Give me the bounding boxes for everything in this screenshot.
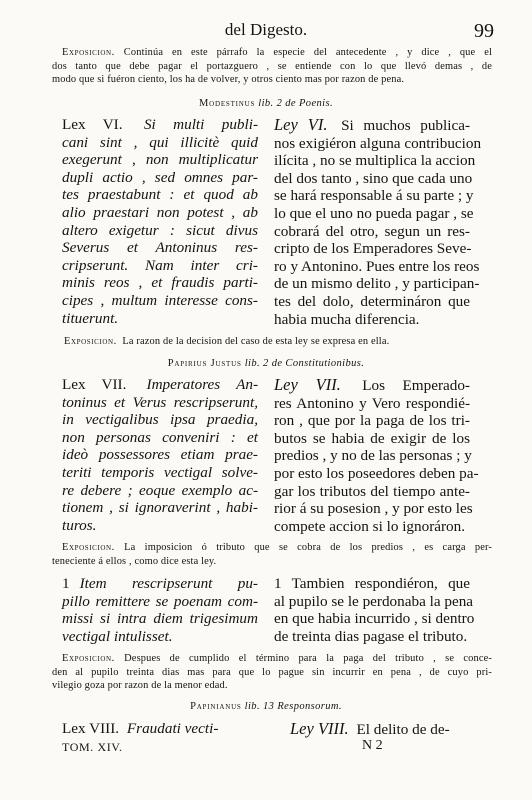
source-citation-papirius — [0, 358, 532, 369]
spanish-line: ro y Antonino. Pues entre los reos — [274, 257, 480, 275]
paragraph-1-latin — [62, 575, 258, 645]
ley-7-spanish — [274, 375, 479, 535]
spanish-line: en que habia incurrido , si dentro — [274, 610, 475, 628]
lex-6-latin — [62, 116, 258, 327]
spanish-line: nos exigiéron alguna contribucion — [274, 134, 482, 152]
exposicion-2 — [64, 335, 504, 349]
spanish-line: ilícita , no se multiplica la accion — [274, 152, 476, 170]
spanish-line: gar los tributos del tiempo ante- — [274, 482, 470, 500]
latin-line: re debere ; eoque exemplo ac- — [62, 481, 258, 499]
latin-line: vectigal intulisset. — [62, 627, 173, 645]
latin-line: in vectigalibus ipsa praedia, — [62, 411, 258, 429]
latin-line: toninus et Verus rescripserunt, — [62, 393, 258, 411]
volume-number: TOM. XIV. — [62, 740, 123, 754]
ley-label: Ley VIII. — [290, 719, 349, 738]
exposicion-4 — [52, 652, 492, 693]
spanish-line: tes del dolo, determináron que — [274, 292, 470, 310]
spanish-line: lo que el uno no pueda pagar , se — [274, 204, 474, 222]
latin-line: cipes , multum interesse cons- — [62, 291, 258, 309]
latin-line: non personas conveniri : et — [62, 428, 258, 446]
latin-line: dupli actio , sed omnes par- — [62, 168, 258, 186]
exposicion-line: Exposicion. Continúa en este párrafo la especie del antecedente , y dice , que el — [62, 47, 492, 58]
spanish-line: Ley VI. Si muchos publica- — [274, 115, 470, 134]
latin-line: tionem , si ignoraverint , habi- — [62, 499, 258, 517]
latin-line: ideò possessores etiam prae- — [62, 446, 258, 464]
exposicion-3 — [52, 541, 492, 568]
spanish-line: al pupilo se le perdonaba la pena — [274, 592, 474, 610]
exposicion-label: Exposicion. — [62, 542, 115, 553]
spanish-line: del dos tanto , sino que cada uno — [274, 169, 473, 187]
spanish-line: compete accion si lo ignoráron. — [274, 517, 466, 535]
latin-line: Lex VIII. Fraudati vecti- — [62, 720, 219, 737]
ley-6-spanish — [274, 115, 482, 328]
source-citation-papinianus — [0, 701, 532, 712]
exposicion-label: Exposicion. — [62, 653, 115, 664]
paragraph-number: 1 — [274, 575, 282, 592]
latin-line: Severus et Antoninus res- — [62, 239, 258, 257]
source-reference: lib. 2 de Constitutionibus. — [244, 358, 365, 369]
exposicion-1 — [52, 46, 492, 87]
page-number: 99 — [474, 20, 494, 42]
latin-line: alio praestari non potest , ab — [62, 203, 258, 221]
latin-line: exegerunt , non multiplicatur — [62, 151, 258, 169]
latin-line: minis reos , et fraudis parti- — [62, 274, 258, 292]
lex-label: Lex VIII. — [62, 720, 120, 737]
spanish-line: de treinta dias pagase el tributo. — [274, 627, 468, 645]
paragraph-number: 1 — [62, 575, 70, 592]
latin-line: tituerunt. — [62, 309, 119, 327]
latin-line: altero exigetur : sicut divus — [62, 221, 258, 239]
exposicion-line: Exposicion. La imposicion ó tributo que se cobra de los predios , es carga per- — [62, 542, 492, 553]
spanish-line: se hará responsable á su parte ; y — [274, 187, 474, 205]
latin-line: Lex VI. Si multi publi- — [62, 116, 259, 133]
ley-8-spanish — [290, 720, 486, 739]
spanish-line: ron , que por la paga de los tri- — [274, 412, 470, 430]
latin-line: cripserunt. Nam inter cri- — [62, 256, 258, 274]
spanish-line: de un mismo delito , y participan- — [274, 275, 480, 293]
source-reference: lib. 2 de Poenis. — [258, 98, 333, 109]
exposicion-line: vilegio goza por razon de la menor edad. — [52, 680, 228, 691]
latin-line: tes praestabunt : et quod ab — [62, 186, 258, 204]
spanish-line: habia mucha diferencia. — [274, 310, 420, 328]
source-citation-modestinus — [0, 98, 532, 109]
lex-8-latin — [62, 720, 258, 738]
exposicion-line: Exposicion. Despues de cumplido el término para la paga del tributo , se conce- — [62, 653, 492, 664]
exposicion-line: teneciente á ellos , como dice esta ley. — [52, 555, 217, 567]
source-reference: lib. 13 Responsorum. — [244, 701, 342, 712]
spanish-line: cripto de los Emperadores Seve- — [274, 240, 472, 258]
lex-7-latin — [62, 376, 258, 534]
source-author: Modestinus — [198, 98, 256, 109]
exposicion-line: dos tanto que debe pagar el portazguero , se entiende con lo que llevó demas , de — [52, 60, 492, 72]
exposicion-line: Exposicion. La razon de la decision del caso de esta ley se expresa en ella. — [64, 336, 390, 347]
spanish-line: butos se habia de exigir de los — [274, 429, 470, 447]
latin-line: turos. — [62, 516, 97, 534]
exposicion-line: den al pupilo treinta dias mas para que lo pague sin incurrir en pena , de cuyo pri- — [52, 666, 492, 678]
source-author: Papirius Justus — [167, 358, 242, 369]
spanish-line: cobrará del otro, segun un res- — [274, 222, 470, 240]
paragraph-1-spanish — [274, 575, 475, 645]
spanish-line: res Antonino y Vero respondié- — [274, 394, 470, 412]
running-header: del Digesto. — [224, 20, 308, 39]
lex-label: Lex VI. — [62, 116, 123, 133]
source-author: Papinianus — [190, 701, 242, 712]
latin-line: 1 Item rescripserunt pu- — [62, 575, 258, 592]
exposicion-line: modo que si fuéron ciento, los ha de volver, y otros ciento mas por razon de pena. — [52, 74, 405, 85]
spanish-line: por esto los poseedores deben pa- — [274, 464, 479, 482]
latin-line: cani sint , qui illicitè quid — [62, 133, 258, 151]
latin-line: pillo remittere se poenam com- — [62, 592, 258, 610]
spanish-line: rior á su posesion , y por esto les — [274, 500, 473, 518]
exposicion-label: Exposicion. — [62, 47, 115, 58]
spanish-line: Ley VIII. El delito de de- — [290, 719, 450, 738]
spanish-line: predios , y no de las personas ; y — [274, 447, 472, 465]
signature-mark: N 2 — [362, 738, 383, 753]
exposicion-label: Exposicion. — [64, 336, 117, 347]
ley-label: Ley VII. — [274, 375, 341, 394]
spanish-line: Ley VII. Los Emperado- — [274, 375, 470, 394]
ley-label: Ley VI. — [274, 115, 328, 134]
latin-line: teriti temporis vectigal solve- — [62, 463, 258, 481]
lex-label: Lex VII. — [62, 376, 127, 393]
spanish-line: 1 Tambien respondiéron, que — [274, 575, 470, 592]
latin-line: Lex VII. Imperatores An- — [62, 376, 259, 393]
latin-line: missi si intra diem trigesimum — [62, 610, 258, 628]
